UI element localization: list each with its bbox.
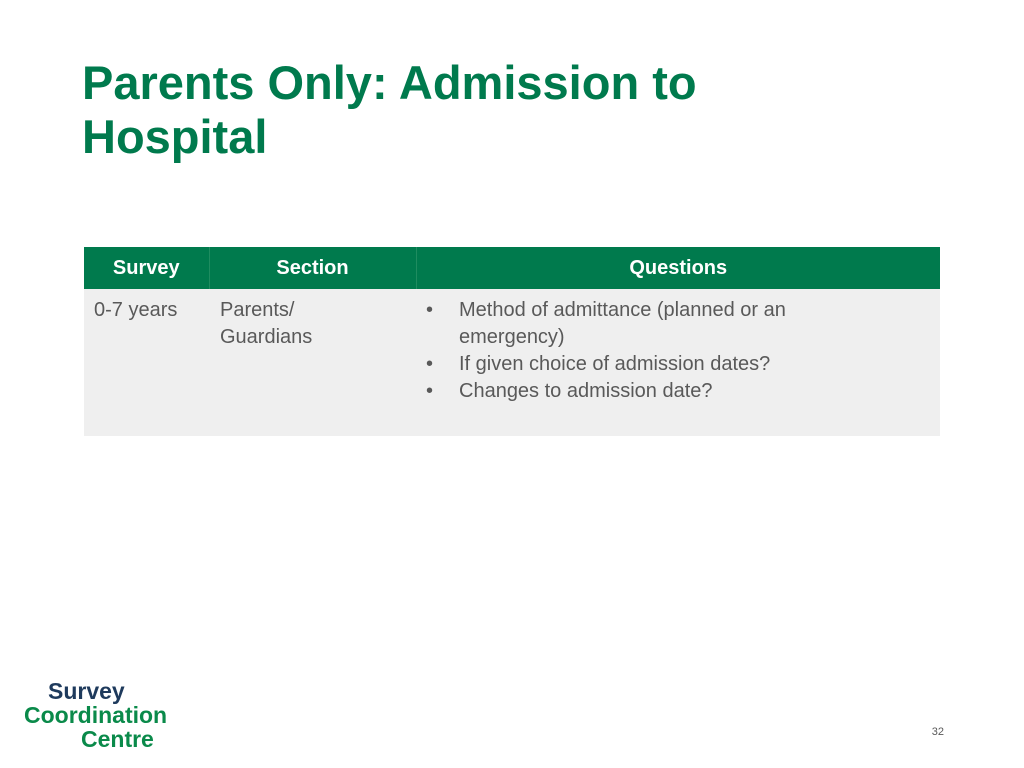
survey-coordination-centre-logo bbox=[24, 679, 194, 751]
table-row bbox=[84, 289, 940, 436]
logo-line-1: Survey bbox=[48, 678, 125, 704]
question-item: • Changes to admission date? bbox=[426, 378, 940, 405]
questions-list bbox=[416, 297, 940, 405]
table-header-row bbox=[84, 247, 940, 289]
question-item: • Method of admittance (planned or an emergency) bbox=[426, 297, 940, 351]
column-header-section: Section bbox=[209, 247, 416, 289]
page-title bbox=[82, 56, 842, 164]
cell-survey: 0-7 years bbox=[84, 289, 209, 436]
cell-questions bbox=[416, 289, 940, 436]
page-title-line-1: Parents Only: Admission to bbox=[82, 56, 697, 109]
cell-section bbox=[209, 289, 416, 436]
question-item: • If given choice of admission dates? bbox=[426, 351, 940, 378]
section-line-2: Guardians bbox=[220, 326, 313, 348]
column-header-survey: Survey bbox=[84, 247, 209, 289]
page-number: 32 bbox=[931, 726, 944, 738]
section-line-1: Parents/ bbox=[220, 299, 295, 321]
column-header-questions: Questions bbox=[416, 247, 940, 289]
logo-line-2: Coordination bbox=[24, 702, 168, 728]
page-title-line-2: Hospital bbox=[82, 110, 268, 163]
survey-table bbox=[84, 247, 940, 436]
logo-line-3: Centre bbox=[81, 726, 154, 752]
